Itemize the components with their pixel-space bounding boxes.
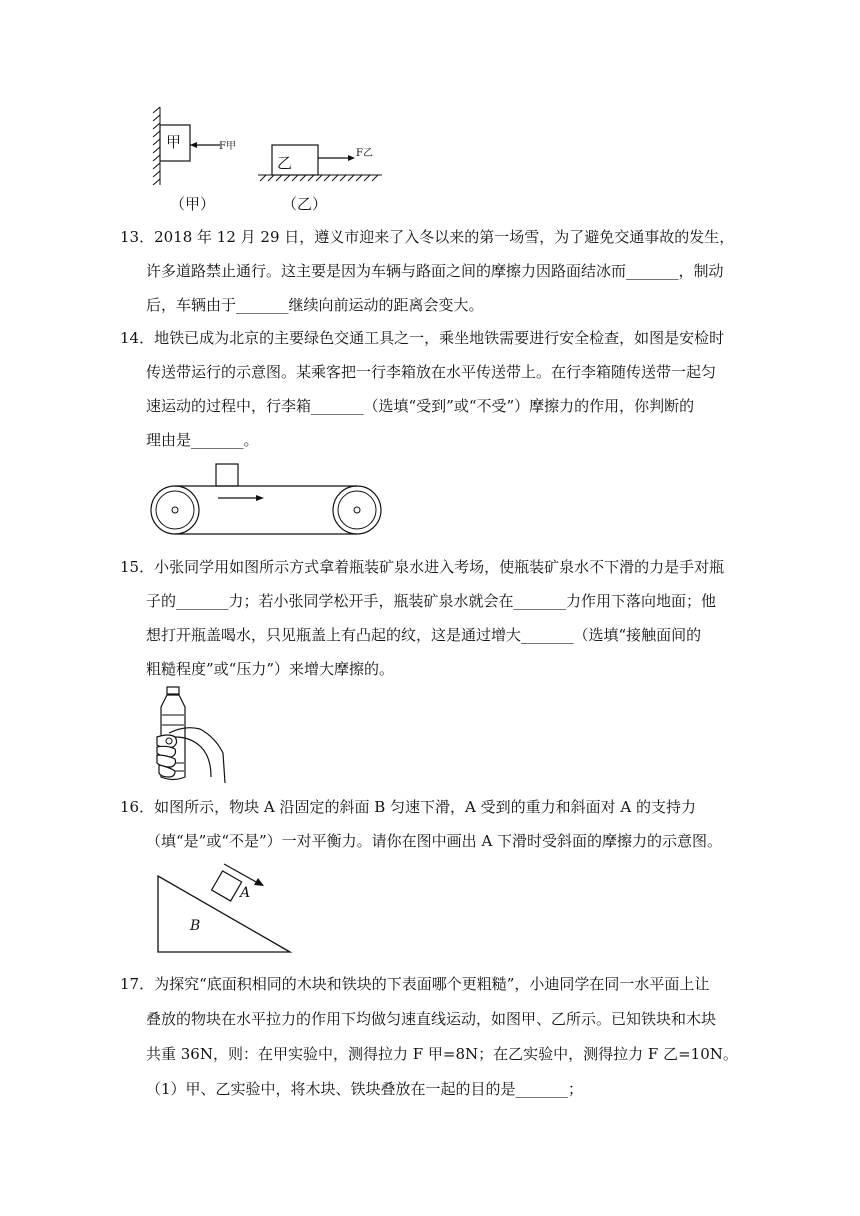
caption-jia: （甲） (170, 195, 216, 213)
question-13-line-2: 许多道路禁止通行。这主要是因为车辆与路面之间的摩擦力因路面结冰而_______，制动 (146, 262, 724, 280)
question-17-line-2: 叠放的物块在水平拉力的作用下均做匀速直线运动，如图甲、乙所示。已知铁块和木块 (146, 1010, 717, 1028)
question-13-line-3: 后，车辆由于_______继续向前运动的距离会变大。 (146, 296, 484, 314)
question-15 (120, 550, 780, 686)
question-14-line-1: 14．地铁已成为北京的主要绿色交通工具之一，乘坐地铁需要进行安全检查，如图是安检时 (120, 329, 725, 347)
question-14-line-3: 速运动的过程中，行李箱_______（选填“受到”或“不受”）摩擦力的作用，你判断的 (146, 397, 695, 415)
question-13 (120, 220, 780, 322)
question-15-line-4: 粗糙程度”或“压力”）来增大摩擦的。 (146, 660, 395, 678)
question-13-line-1: 13．2018 年 12 月 29 日，遵义市迎来了入冬以来的第一场雪，为了避免交通事故的发生， (120, 228, 735, 246)
figure-conveyor-belt (148, 460, 384, 540)
question-14 (120, 321, 780, 457)
force-label-jia: F甲 (219, 141, 236, 152)
caption-yi: （乙） (282, 195, 328, 213)
question-17-line-4: （1）甲、乙实验中，将木块、铁块叠放在一起的目的是_______； (146, 1080, 584, 1098)
incline-block-label: A (240, 885, 251, 901)
question-17 (120, 967, 780, 1107)
question-15-line-2: 子的_______力；若小张同学松开手，瓶装矿泉水就会在_______力作用下落向地面；他 (146, 592, 717, 610)
question-16-line-1: 16．如图所示，物块 A 沿固定的斜面 B 匀速下滑，A 受到的重力和斜面对 A 的支持力 (120, 798, 696, 816)
question-17-line-1: 17．为探究“底面积相同的木块和铁块的下表面哪个更粗糙”，小迪同学在同一水平面上让 (120, 975, 710, 993)
figure-bottle-in-hand (145, 685, 227, 785)
incline-label: B (190, 918, 201, 934)
question-15-line-1: 15．小张同学用如图所示方式拿着瓶装矿泉水进入考场，使瓶装矿泉水不下滑的力是手对瓶 (120, 558, 725, 576)
figure-incline (150, 862, 295, 957)
block-label-yi: 乙 (277, 154, 293, 172)
question-17-line-3: 共重 36N，则：在甲实验中，测得拉力 F 甲=8N；在乙实验中，测得拉力 F 乙=10N。 (146, 1045, 738, 1063)
question-16 (120, 790, 780, 858)
question-14-line-4: 理由是_______。 (146, 431, 259, 449)
question-16-line-2: （填“是”或“不是”）一对平衡力。请你在图中画出 A 下滑时受斜面的摩擦力的示意图。 (146, 832, 723, 850)
question-15-line-3: 想打开瓶盖喝水，只见瓶盖上有凸起的纹，这是通过增大_______（选填“接触面间的 (146, 626, 702, 644)
force-label-yi: F乙 (356, 148, 373, 159)
block-label-jia: 甲 (166, 133, 182, 151)
question-14-line-2: 传送带运行的示意图。某乘客把一行李箱放在水平传送带上。在行李箱随传送带一起匀 (146, 363, 717, 381)
